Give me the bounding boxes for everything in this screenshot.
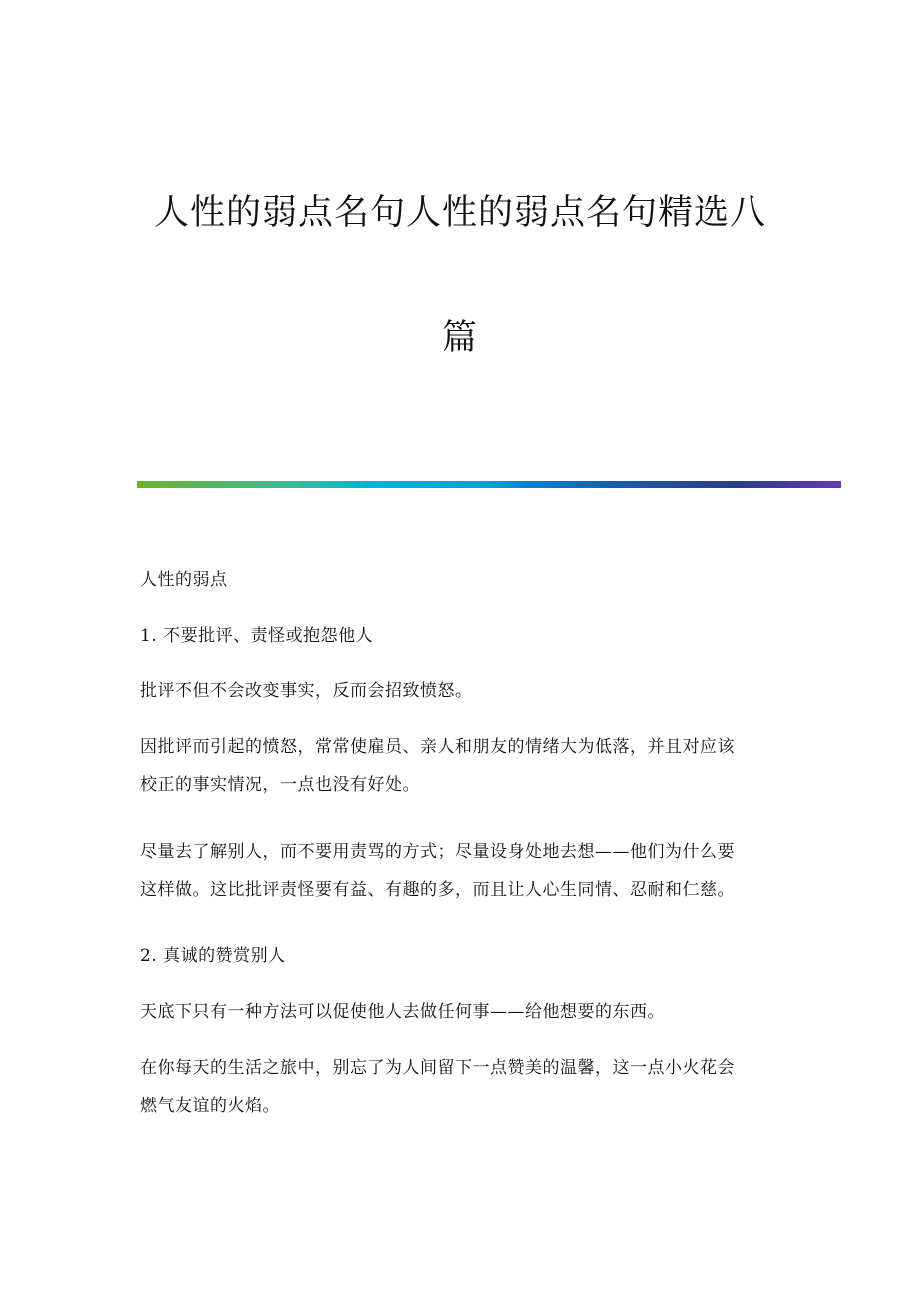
section-heading: 人性的弱点 — [140, 570, 228, 590]
paragraph: 因批评而引起的愤怒，常常使雇员、亲人和朋友的情绪大为低落，并且对应该 — [140, 737, 735, 757]
paragraph: 批评不但不会改变事实，反而会招致愤怒。 — [140, 681, 473, 701]
paragraph: 天底下只有一种方法可以促使他人去做任何事——给他想要的东西。 — [140, 1002, 665, 1022]
paragraph: 燃气友谊的火焰。 — [140, 1096, 280, 1116]
point-heading-2: 2. 真诚的赞赏别人 — [140, 946, 286, 966]
paragraph: 尽量去了解别人，而不要用责骂的方式；尽量设身处地去想——他们为什么要 — [140, 842, 735, 862]
paragraph: 在你每天的生活之旅中，别忘了为人间留下一点赞美的温馨，这一点小火花会 — [140, 1058, 735, 1078]
paragraph: 这样做。这比批评责怪要有益、有趣的多，而且让人心生同情、忍耐和仁慈。 — [140, 880, 735, 900]
paragraph: 校正的事实情况，一点也没有好处。 — [140, 775, 420, 795]
gradient-divider — [137, 481, 841, 488]
document-title-line-1: 人性的弱点名句人性的弱点名句精选八 — [153, 193, 766, 233]
point-heading-1: 1. 不要批评、责怪或抱怨他人 — [140, 626, 374, 646]
document-title-line-2: 篇 — [441, 318, 478, 358]
